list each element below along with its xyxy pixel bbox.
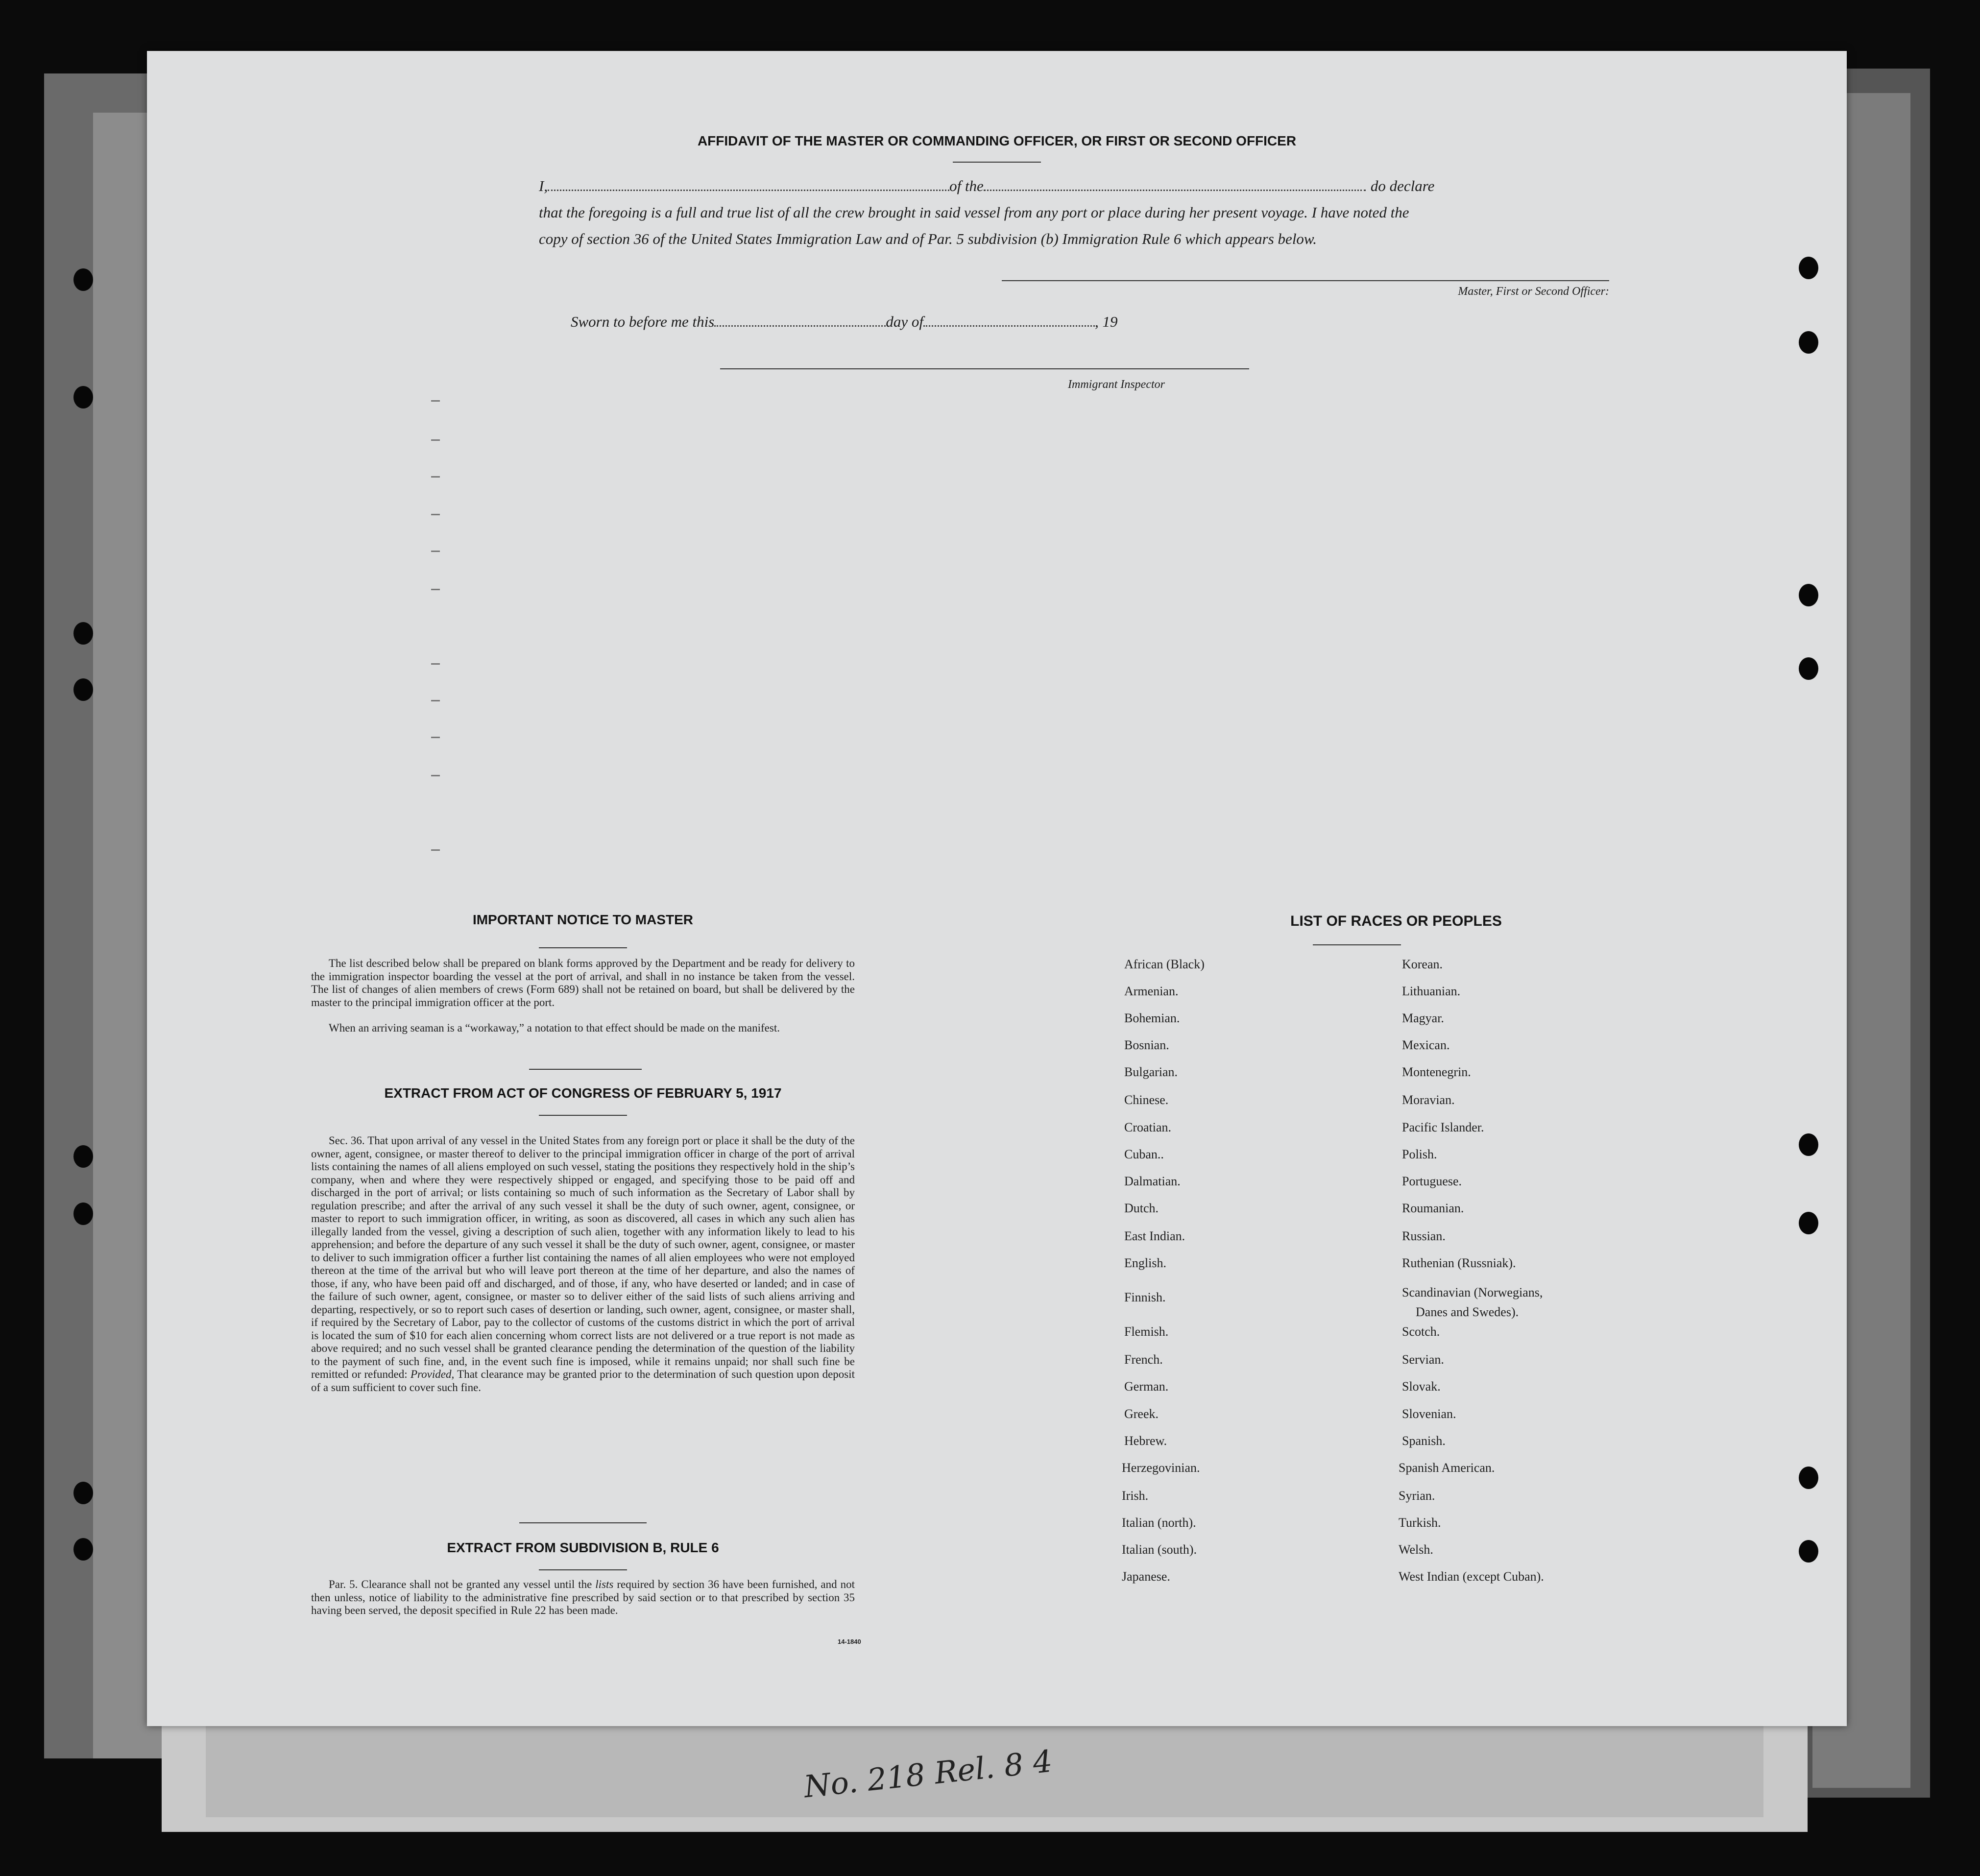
race-item: Italian (north). bbox=[1122, 1515, 1196, 1530]
race-item: Spanish. bbox=[1402, 1434, 1446, 1448]
notice-title: IMPORTANT NOTICE TO MASTER bbox=[472, 912, 694, 927]
race-item: Montenegrin. bbox=[1402, 1065, 1471, 1079]
extract-act-text bbox=[311, 1134, 855, 1526]
notice-text: The list described below shall be prepared on blank forms approved by the Department and be ready for delivery to the immigration inspector boarding the vessel at the port of arrival, and shall in no instance be taken from the vessel. The list of changes of alien members of crews (Form 689) shall not be retained on board, but shall be delivered by the master to the principal immigration officer at the port. bbox=[311, 957, 855, 1009]
ghost-mark bbox=[431, 737, 440, 738]
punch-hole-icon bbox=[1799, 1540, 1818, 1563]
provided-word: Provided, bbox=[410, 1368, 455, 1380]
sworn-line bbox=[571, 313, 1117, 331]
affidavit-of-the: of the bbox=[949, 177, 984, 194]
year-text: , 19 bbox=[1094, 313, 1118, 330]
section-rule bbox=[529, 1069, 642, 1070]
punch-hole-icon bbox=[1799, 1133, 1818, 1156]
race-item: Greek. bbox=[1124, 1407, 1159, 1421]
race-item: Flemish. bbox=[1124, 1324, 1169, 1339]
extract-rule-title: EXTRACT FROM SUBDIVISION B, RULE 6 bbox=[447, 1540, 719, 1555]
affidavit-title: AFFIDAVIT OF THE MASTER OR COMMANDING OFFICER, OR FIRST OR SECOND OFFICER bbox=[697, 133, 1297, 148]
punch-hole-icon bbox=[1799, 331, 1818, 354]
month-blank bbox=[923, 325, 1095, 327]
affidavit-i: I, bbox=[539, 177, 548, 194]
ghost-mark bbox=[431, 400, 440, 402]
race-item: Portuguese. bbox=[1402, 1174, 1462, 1188]
punch-hole-icon bbox=[1799, 257, 1818, 279]
race-item: Mexican. bbox=[1402, 1038, 1450, 1052]
notice-workaway-text: When an arriving seaman is a “workaway,” a notation to that effect should be made on the manifest. bbox=[329, 1022, 780, 1034]
name-blank bbox=[548, 190, 949, 191]
day-of-text: day of bbox=[886, 313, 923, 330]
race-item: Slovenian. bbox=[1402, 1407, 1456, 1421]
extract-rule-rule bbox=[539, 1569, 627, 1570]
section-rule bbox=[519, 1522, 647, 1523]
extract-act-title: EXTRACT FROM ACT OF CONGRESS OF FEBRUARY 5, 1917 bbox=[384, 1085, 782, 1101]
punch-hole-icon bbox=[73, 386, 93, 409]
affidavit-do-declare: do declare bbox=[1370, 177, 1435, 194]
race-item: Magyar. bbox=[1402, 1011, 1444, 1025]
race-item: English. bbox=[1124, 1256, 1166, 1270]
race-item: Pacific Islander. bbox=[1402, 1120, 1484, 1134]
race-item: Japanese. bbox=[1122, 1569, 1170, 1584]
affidavit-line-1 bbox=[539, 177, 1617, 195]
race-item: Hebrew. bbox=[1124, 1434, 1167, 1448]
rule-text-b: required by section 36 have been furnished, and not then unless, notice of liability to the administrative fine prescribed by said section or to that prescribed by section 35 having been served, the deposit specified in Rule 22 has been made. bbox=[311, 1578, 855, 1616]
affidavit-line-2: that the foregoing is a full and true list of all the crew brought in said vessel from any port or place during her present voyage. I have noted the bbox=[539, 204, 1409, 221]
race-item: Bohemian. bbox=[1124, 1011, 1180, 1025]
race-scandinavian-continued: Danes and Swedes). bbox=[1416, 1305, 1519, 1319]
race-item: Croatian. bbox=[1124, 1120, 1172, 1134]
form-number: 14-1840 bbox=[838, 1638, 861, 1645]
punch-hole-icon bbox=[73, 1145, 93, 1168]
section-36-text-end: That clearance may be granted prior to the determination of such question upon deposit of a sum sufficient to cover such fine. bbox=[311, 1368, 855, 1394]
race-item: Bosnian. bbox=[1124, 1038, 1169, 1052]
race-item: Lithuanian. bbox=[1402, 984, 1461, 998]
extract-rule-text bbox=[311, 1578, 855, 1617]
race-item: Turkish. bbox=[1399, 1515, 1441, 1530]
sworn-text: Sworn to before me this bbox=[571, 313, 715, 330]
punch-hole-icon bbox=[73, 268, 93, 291]
ghost-mark bbox=[431, 775, 440, 776]
race-item: French. bbox=[1124, 1352, 1163, 1367]
signature-label: Master, First or Second Officer: bbox=[1458, 285, 1609, 298]
race-item: Roumanian. bbox=[1402, 1201, 1464, 1215]
race-item: Polish. bbox=[1402, 1147, 1437, 1161]
race-item: Scotch. bbox=[1402, 1324, 1440, 1339]
affidavit-line-3: copy of section 36 of the United States Immigration Law and of Par. 5 subdivision (b) Immigration Rule 6 which appears below. bbox=[539, 230, 1317, 247]
punch-hole-icon bbox=[73, 1203, 93, 1225]
race-item: Russian. bbox=[1402, 1229, 1446, 1243]
race-item: East Indian. bbox=[1124, 1229, 1185, 1243]
race-item: Korean. bbox=[1402, 957, 1443, 971]
punch-hole-icon bbox=[1799, 584, 1818, 606]
race-item: African (Black) bbox=[1124, 957, 1205, 971]
race-item: Slovak. bbox=[1402, 1379, 1441, 1394]
punch-hole-icon bbox=[73, 622, 93, 645]
ghost-mark bbox=[431, 476, 440, 478]
ghost-mark bbox=[431, 439, 440, 441]
notice-rule bbox=[539, 947, 627, 948]
extract-act-rule bbox=[539, 1115, 627, 1116]
race-item: Chinese. bbox=[1124, 1093, 1169, 1107]
race-item: Cuban.. bbox=[1124, 1147, 1164, 1161]
ghost-mark bbox=[431, 551, 440, 552]
race-item: Ruthenian (Russniak). bbox=[1402, 1256, 1516, 1270]
race-item: Welsh. bbox=[1399, 1542, 1433, 1557]
inspector-signature-line bbox=[720, 368, 1249, 369]
signature-line bbox=[1002, 280, 1609, 281]
punch-hole-icon bbox=[1799, 657, 1818, 680]
ghost-mark bbox=[431, 514, 440, 515]
punch-hole-icon bbox=[1799, 1212, 1818, 1234]
race-item: Scandinavian (Norwegians, bbox=[1402, 1285, 1543, 1299]
day-blank bbox=[714, 325, 886, 327]
punch-hole-icon bbox=[1799, 1467, 1818, 1489]
ghost-mark bbox=[431, 589, 440, 590]
punch-hole-icon bbox=[73, 678, 93, 701]
race-item: Moravian. bbox=[1402, 1093, 1455, 1107]
ghost-mark bbox=[431, 700, 440, 701]
race-item: Irish. bbox=[1122, 1489, 1149, 1503]
race-item: West Indian (except Cuban). bbox=[1399, 1569, 1544, 1584]
race-item: Dutch. bbox=[1124, 1201, 1159, 1215]
race-item: Servian. bbox=[1402, 1352, 1444, 1367]
ghost-mark bbox=[431, 663, 440, 665]
race-item: Spanish American. bbox=[1399, 1461, 1495, 1475]
race-item: Armenian. bbox=[1124, 984, 1179, 998]
races-title: LIST OF RACES OR PEOPLES bbox=[1290, 913, 1502, 929]
form-page bbox=[147, 51, 1847, 1726]
race-item: German. bbox=[1124, 1379, 1169, 1394]
rule-lists-word: lists bbox=[595, 1578, 614, 1590]
race-item: Bulgarian. bbox=[1124, 1065, 1178, 1079]
races-rule bbox=[1313, 944, 1401, 945]
rule-text-a: Par. 5. Clearance shall not be granted any vessel until the bbox=[329, 1578, 592, 1590]
title-rule bbox=[953, 162, 1041, 163]
race-item: Syrian. bbox=[1399, 1489, 1435, 1503]
section-36-text: Sec. 36. That upon arrival of any vessel in the United States from any foreign port or place it shall be the duty of the owner, agent, consignee, or master thereof to deliver to the principal immigration officer in charge of the port of arrival lists containing the names of all aliens employed on such vessel, stating the positions they respectively hold in the ship’s company, when and where they were respectively shipped or engaged, and specifying those to be paid off and discharged in the port of arrival; or lists containing so much of such information as the Secretary of Labor shall by regulation prescribe; and after the arrival of any such vessel it shall be the duty of such owner, agent, consignee, or master to report to such immigration officer, in writing, as soon as discovered, all cases in which any such alien has illegally landed from the vessel, giving a description of such alien, together with any information likely to lead to his apprehension; and before the departure of any such vessel it shall be the duty of such owner, agent, consignee, or master to deliver to such immigration officer a further list containing the names of all alien employees who were not employed thereon at the time of the arrival but who will leave port thereon at the time of her departure, and also the names of those, if any, who have been paid off and discharged, and of those, if any, who have deserted or landed; and in case of the failure of such owner, agent, consignee, or master so to deliver either of the said lists of such aliens arriving and departing, respectively, or so to report such cases of desertion or landing, such owner, agent, consignee, or master shall, if required by the Secretary of Labor, pay to the collector of customs of the customs district in which the port of arrival is located the sum of $10 for each alien concerning whom correct lists are not delivered or a true report is not made as above required; and no such vessel shall be granted clearance pending the determination of the question of the liability to the payment of such fine, and, in the event such fine is imposed, while it remains unpaid; nor shall such fine be remitted or refunded: bbox=[311, 1134, 855, 1380]
ghost-mark bbox=[431, 849, 440, 851]
handwritten-note: No. 218 Rel. 8 4 bbox=[802, 1743, 1054, 1805]
punch-hole-icon bbox=[73, 1538, 93, 1561]
inspector-label: Immigrant Inspector bbox=[1068, 378, 1165, 391]
race-item: Italian (south). bbox=[1122, 1542, 1197, 1557]
vessel-blank bbox=[984, 190, 1366, 191]
race-item: Finnish. bbox=[1124, 1290, 1166, 1304]
punch-hole-icon bbox=[73, 1482, 93, 1504]
race-item: Herzegovinian. bbox=[1122, 1461, 1200, 1475]
race-item: Dalmatian. bbox=[1124, 1174, 1181, 1188]
